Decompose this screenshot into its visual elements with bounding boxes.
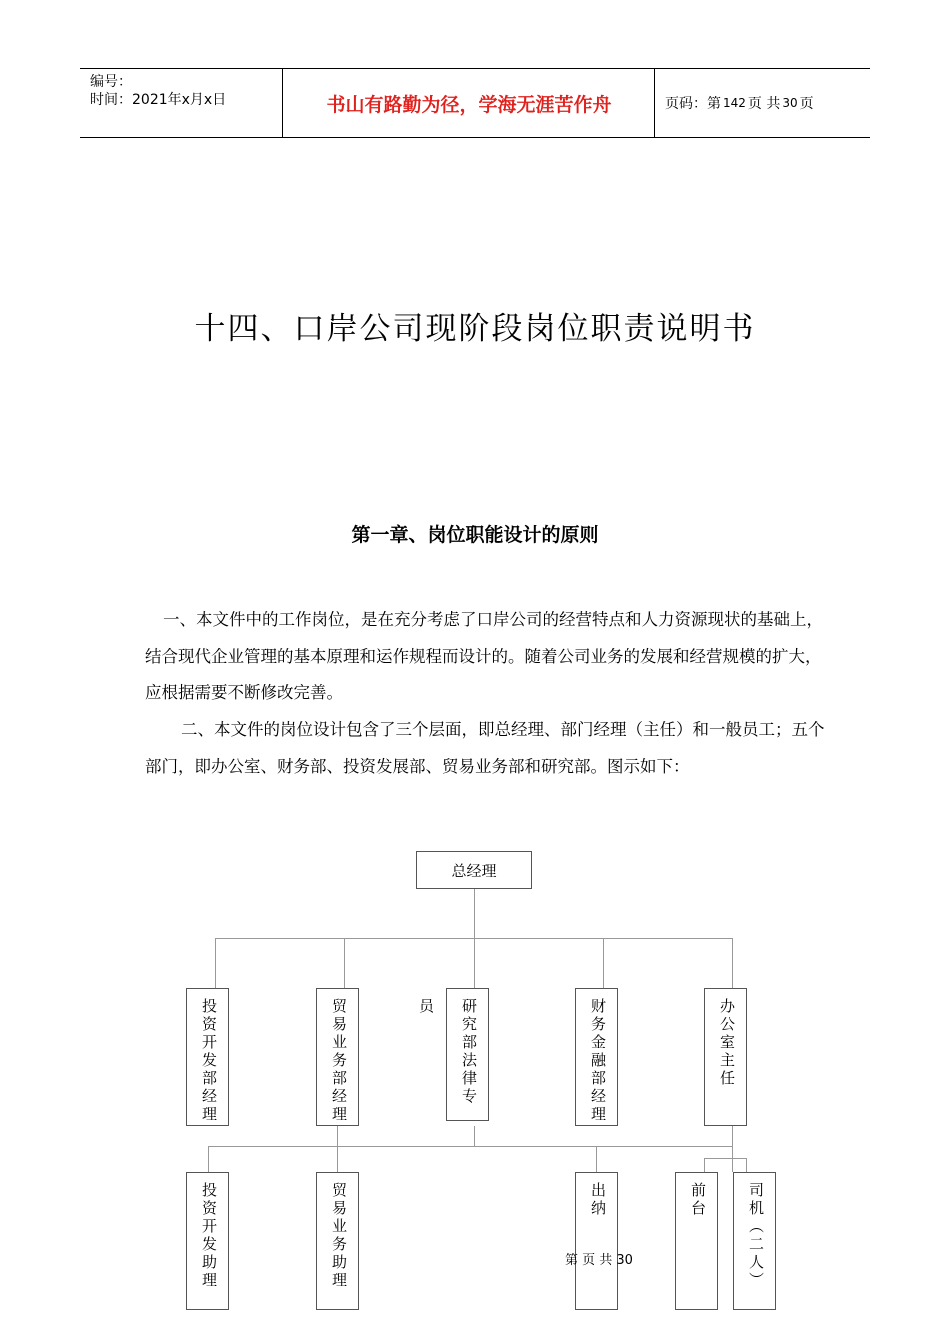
connector-line xyxy=(603,938,604,988)
document-title: 十四、口岸公司现阶段岗位职责说明书 xyxy=(194,311,756,347)
connector-line xyxy=(337,1126,338,1172)
header-motto: 书山有路勤为径，学海无涯苦作舟 xyxy=(326,93,612,116)
manager-label: 投资开发部经理 xyxy=(200,998,218,1124)
page-number: 142 xyxy=(723,96,746,110)
manager-label: 财务金融部经理 xyxy=(589,998,607,1124)
connector-line xyxy=(704,1158,705,1172)
number-label: 编号： xyxy=(90,74,132,90)
page-footer: 第 页 共 30 xyxy=(565,1253,633,1268)
org-box-staff xyxy=(316,1172,359,1310)
staff-label: 贸易业务助理 xyxy=(330,1182,348,1290)
header-table xyxy=(80,68,870,138)
org-box-staff xyxy=(675,1172,718,1310)
staff-label: 前台 xyxy=(689,1182,707,1218)
org-box-general-manager: 总经理 xyxy=(416,851,532,889)
staff-label: 司机（二人） xyxy=(747,1182,765,1290)
page-suffix: 页 xyxy=(799,96,814,112)
connector-line xyxy=(474,889,475,938)
connector-line xyxy=(208,1146,209,1172)
connector-line xyxy=(746,1158,747,1172)
connector-line xyxy=(704,1158,747,1159)
paragraph-2: 二、本文件的岗位设计包含了三个层面，即总经理、部门经理（主任）和一般员工；五个部门，即办公室、财务部、投资发展部、贸易业务部和研究部。图示如下： xyxy=(145,720,825,776)
org-box-manager xyxy=(575,988,618,1126)
connector-line xyxy=(732,938,733,988)
manager-label: 贸易业务部经理 xyxy=(330,998,348,1124)
page-indicator xyxy=(665,69,814,137)
org-box-staff xyxy=(733,1172,776,1310)
org-box-manager xyxy=(316,988,359,1126)
staff-label: 出纳 xyxy=(589,1182,607,1218)
header-meta xyxy=(90,73,226,109)
date-label: 时间：2021年x月x日 xyxy=(90,92,227,108)
connector-line xyxy=(208,1146,733,1147)
org-box-manager xyxy=(704,988,747,1126)
connector-line xyxy=(732,1126,733,1172)
manager-label: 研究部法律专员 xyxy=(417,998,478,1106)
connector-line xyxy=(344,938,345,988)
paragraph-1: 一、本文件中的工作岗位，是在充分考虑了口岸公司的经营特点和人力资源现状的基础上，结合现代企业管理的基本原理和运作规程而设计的。随着公司业务的发展和经营规模的扩大，应根据需要不断修改完善。 xyxy=(145,610,823,702)
page-total: 30 xyxy=(782,96,798,110)
org-box-manager xyxy=(186,988,229,1126)
org-box-staff xyxy=(575,1172,618,1310)
staff-label: 投资开发助理 xyxy=(200,1182,218,1290)
connector-line xyxy=(215,938,216,988)
page-prefix: 页码：第 xyxy=(665,96,721,112)
chapter-heading: 第一章、岗位职能设计的原则 xyxy=(351,524,599,546)
connector-line xyxy=(474,1126,475,1146)
org-box-staff xyxy=(186,1172,229,1310)
org-box-manager xyxy=(417,988,489,1121)
page-mid: 页 共 xyxy=(747,96,781,112)
connector-line xyxy=(596,1146,597,1172)
manager-label: 办公室主任 xyxy=(718,998,736,1088)
connector-line xyxy=(474,938,475,988)
